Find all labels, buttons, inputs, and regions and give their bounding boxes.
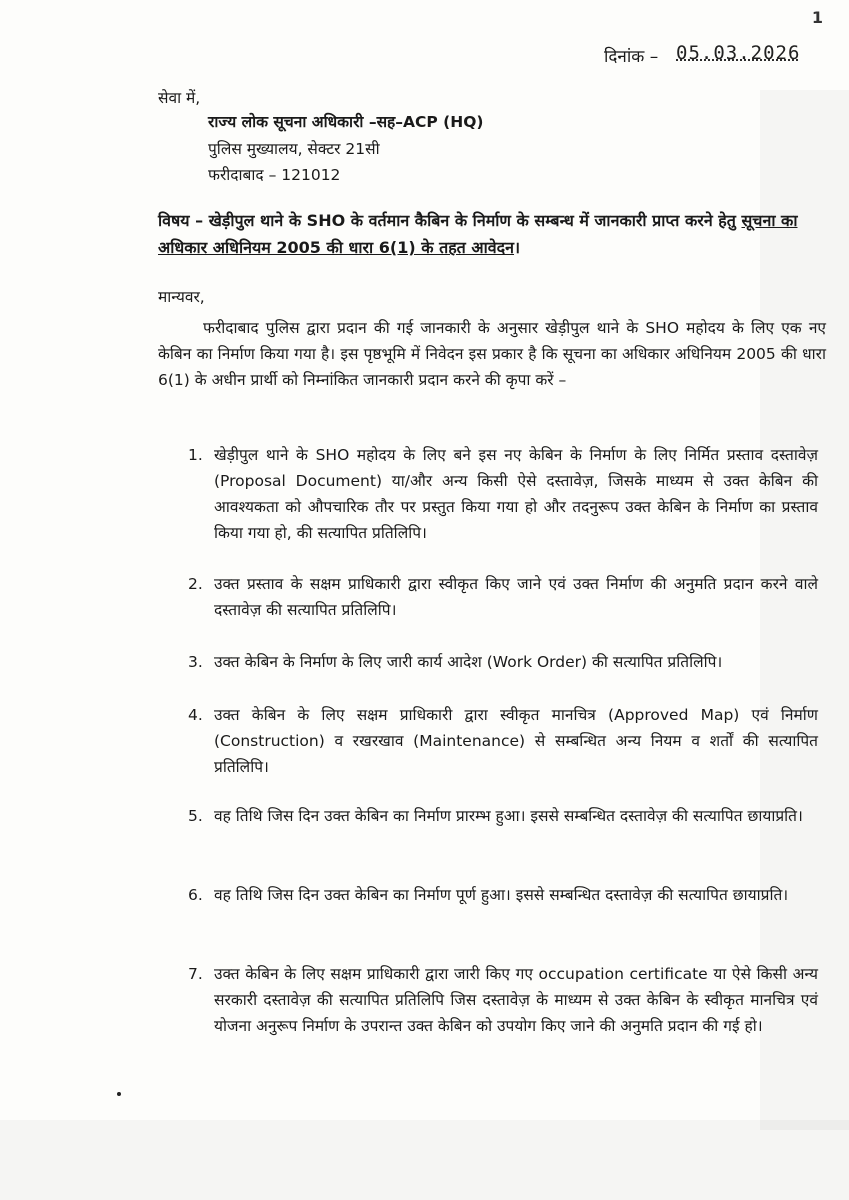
date-value: 05.03.2026 <box>676 42 801 64</box>
bleed-through-shade-bottom <box>0 1120 849 1200</box>
list-item-text: उक्त प्रस्ताव के सक्षम प्राधिकारी द्वारा स्वीकृत किए जाने एवं उक्त निर्माण की अनुमति प्रदान करने वाले दस्तावेज़ की सत्यापित प्रतिलिपि। <box>214 575 818 619</box>
list-item <box>188 571 818 623</box>
subject-line <box>158 207 828 261</box>
address-city: फरीदाबाद – 121012 <box>208 166 341 184</box>
list-item-number: 2. <box>188 575 203 593</box>
salutation: मान्यवर, <box>158 288 205 306</box>
list-item-number: 5. <box>188 807 203 825</box>
list-item-number: 1. <box>188 446 203 464</box>
list-item-number: 7. <box>188 965 203 983</box>
page-number: 1 <box>811 8 823 27</box>
list-item <box>188 649 818 675</box>
date-label: दिनांक – <box>604 47 659 67</box>
subject-text: विषय – खेड़ीपुल थाने के SHO के वर्तमान कैबिन के निर्माण के सम्बन्ध में जानकारी प्राप्त करने हेतु <box>158 211 742 230</box>
list-item-number: 4. <box>188 706 203 724</box>
address-officer: राज्य लोक सूचना अधिकारी –सह–ACP (HQ) <box>208 113 484 131</box>
list-item <box>188 803 818 829</box>
list-item-text: उक्त केबिन के लिए सक्षम प्राधिकारी द्वारा जारी किए गए occupation certificate या ऐसे किसी अन्य सरकारी दस्तावेज़ की सत्यापित प्रतिलिपि जिस दस्तावेज़ के माध्यम से उक्त केबिन के स्वीकृत मानचित्र एवं योजना अनुरूप निर्माण के उपरान्त उक्त केबिन को उपयोग किए जाने की अनुमति प्रदान की गई हो। <box>214 965 818 1035</box>
list-item <box>188 442 818 546</box>
list-item-text: खेड़ीपुल थाने के SHO महोदय के लिए बने इस नए केबिन के निर्माण के लिए निर्मित प्रस्ताव दस्तावेज़ (Proposal Document) या/और अन्य किसी ऐसे दस्तावेज़, जिसके माध्यम से उक्त केबिन की आवश्यकता को औपचारिक तौर पर प्रस्तुत किया गया हो और तदनुरूप उक्त केबिन के निर्माण का प्रस्ताव किया गया हो, की सत्यापित प्रतिलिपि। <box>214 446 818 542</box>
list-item-number: 3. <box>188 653 203 671</box>
subject-underlined: सूचना का अधिकार अधिनियम 2005 की धारा 6(1) के तहत आवेदन <box>158 211 798 257</box>
list-item-number: 6. <box>188 886 203 904</box>
list-item-text: वह तिथि जिस दिन उक्त केबिन का निर्माण प्रारम्भ हुआ। इससे सम्बन्धित दस्तावेज़ की सत्यापित छायाप्रति। <box>214 807 803 825</box>
intro-paragraph: फरीदाबाद पुलिस द्वारा प्रदान की गई जानकारी के अनुसार खेड़ीपुल थाने के SHO महोदय के लिए एक नए केबिन का निर्माण किया गया है। इस पृष्ठभूमि में निवेदन इस प्रकार है कि सूचना का अधिकार अधिनियम 2005 की धारा 6(1) के अधीन प्रार्थी को निम्नांकित जानकारी प्रदान करने की कृपा करें – <box>158 319 826 389</box>
list-item-text: उक्त केबिन के निर्माण के लिए जारी कार्य आदेश (Work Order) की सत्यापित प्रतिलिपि। <box>214 653 723 671</box>
list-item-text: उक्त केबिन के लिए सक्षम प्राधिकारी द्वारा स्वीकृत मानचित्र (Approved Map) एवं निर्माण (Construction) व रखरखाव (Maintenance) से सम्बन्धित अन्य नियम व शर्तों की सत्यापित प्रतिलिपि। <box>214 706 818 776</box>
list-item <box>188 702 818 780</box>
list-item <box>188 961 818 1039</box>
address-office: पुलिस मुख्यालय, सेक्टर 21सी <box>208 140 380 158</box>
ink-speck <box>117 1092 121 1096</box>
list-item-text: वह तिथि जिस दिन उक्त केबिन का निर्माण पूर्ण हुआ। इससे सम्बन्धित दस्तावेज़ की सत्यापित छायाप्रति। <box>214 886 789 904</box>
list-item <box>188 882 818 908</box>
address-to: सेवा में, <box>158 89 201 107</box>
subject-end: । <box>514 238 521 257</box>
